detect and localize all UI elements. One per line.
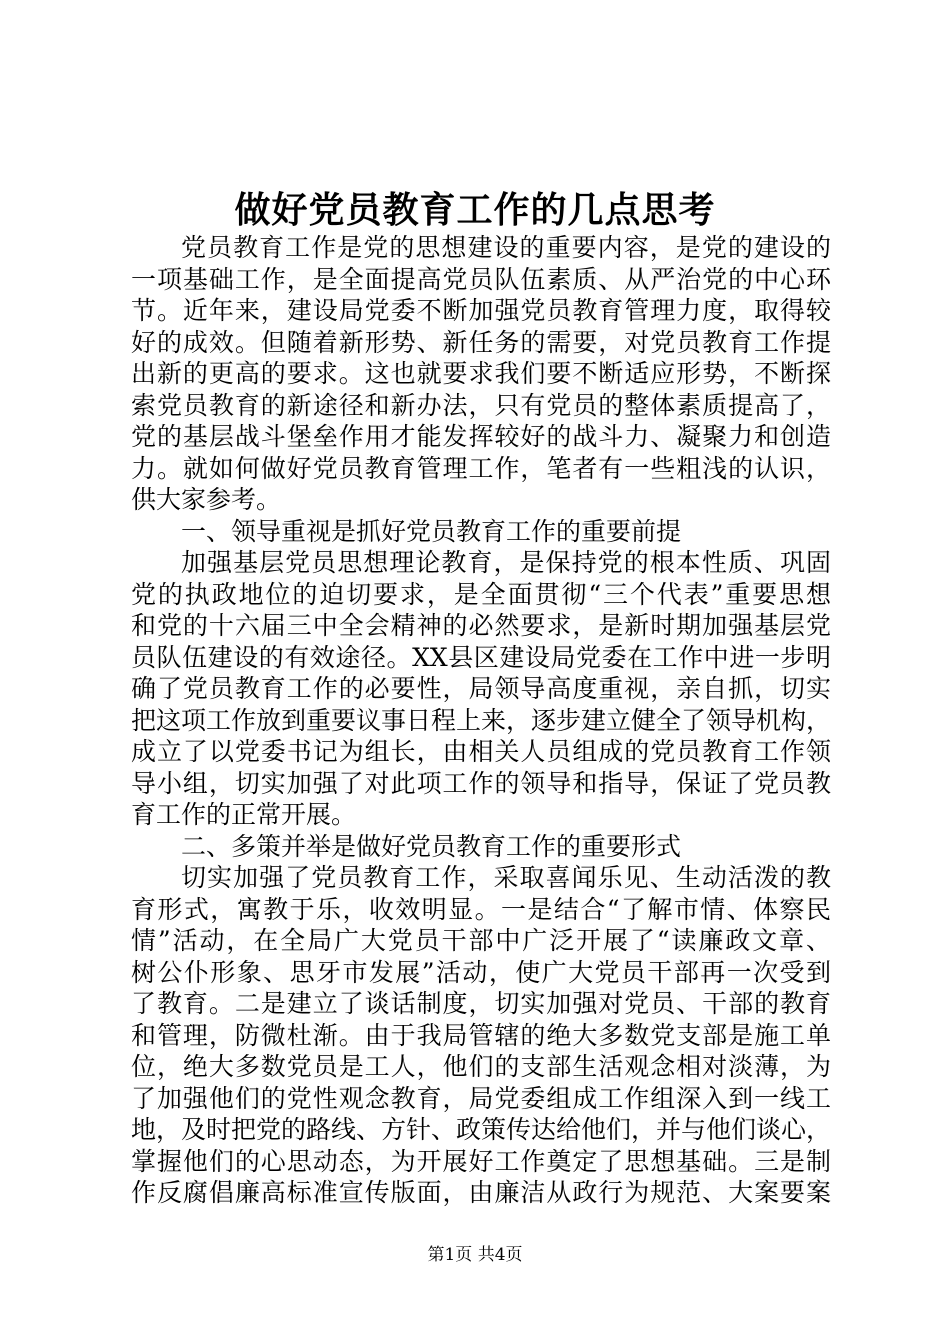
section-heading-1: 一、领导重视是抓好党员教育工作的重要前提 bbox=[181, 516, 682, 546]
text-line: 育形式，寓教于乐，收效明显。一是结合“了解市情、体察民 bbox=[131, 894, 831, 924]
document-body bbox=[131, 232, 831, 1209]
text-line: 作反腐倡廉高标准宣传版面，由廉洁从政行为规范、大案要案 bbox=[131, 1178, 831, 1207]
text-line: 和管理，防微杜渐。由于我局管辖的绝大多数党支部是施工单 bbox=[131, 1020, 831, 1050]
text-line: 党的执政地位的迫切要求，是全面贯彻“三个代表”重要思想 bbox=[131, 579, 831, 609]
text-line: 成立了以党委书记为组长，由相关人员组成的党员教育工作领 bbox=[131, 737, 831, 766]
section-heading-2: 二、多策并举是做好党员教育工作的重要形式 bbox=[181, 831, 682, 861]
text-line: 确了党员教育工作的必要性，局领导高度重视，亲自抓，切实 bbox=[131, 674, 831, 703]
text-line: 导小组，切实加强了对此项工作的领导和指导，保证了党员教 bbox=[131, 768, 831, 798]
text-line: 地，及时把党的路线、方针、政策传达给他们，并与他们谈心， bbox=[131, 1115, 832, 1144]
text-line: 情”活动，在全局广大党员干部中广泛开展了“读廉政文章、 bbox=[131, 926, 831, 955]
text-line: 把这项工作放到重要议事日程上来，逐步建立健全了领导机构， bbox=[131, 705, 832, 735]
text-line: 掌握他们的心思动态，为开展好工作奠定了思想基础。三是制 bbox=[131, 1146, 831, 1176]
text-line: 树公仆形象、思牙市发展”活动，使广大党员干部再一次受到 bbox=[131, 957, 831, 987]
text-line: 索党员教育的新途径和新办法，只有党员的整体素质提高了， bbox=[131, 390, 831, 420]
text-line: 节。近年来，建设局党委不断加强党员教育管理力度，取得较 bbox=[131, 296, 831, 325]
text-line: 一项基础工作，是全面提高党员队伍素质、从严治党的中心环 bbox=[131, 264, 831, 294]
text-line: 员队伍建设的有效途径。XX县区建设局党委在工作中进一步明 bbox=[131, 642, 831, 672]
text-line: 力。就如何做好党员教育管理工作，笔者有一些粗浅的认识， bbox=[131, 453, 831, 483]
text-line: 党的基层战斗堡垒作用才能发挥较好的战斗力、凝聚力和创造 bbox=[131, 422, 831, 451]
page-number: 第1页 共4页 bbox=[427, 1245, 523, 1265]
text-line: 供大家参考。 bbox=[131, 485, 282, 514]
text-line: 党员教育工作是党的思想建设的重要内容，是党的建设的 bbox=[181, 233, 831, 262]
text-line: 好的成效。但随着新形势、新任务的需要，对党员教育工作提 bbox=[131, 327, 831, 357]
text-line: 育工作的正常开展。 bbox=[131, 800, 357, 829]
text-line: 切实加强了党员教育工作，采取喜闻乐见、生动活泼的教 bbox=[181, 863, 831, 892]
document-title: 做好党员教育工作的几点思考 bbox=[234, 189, 716, 231]
text-line: 加强基层党员思想理论教育，是保持党的根本性质、巩固 bbox=[181, 548, 831, 577]
text-line: 了加强他们的党性观念教育，局党委组成工作组深入到一线工 bbox=[131, 1083, 831, 1113]
text-line: 位，绝大多数党员是工人，他们的支部生活观念相对淡薄，为 bbox=[131, 1052, 831, 1081]
text-line: 了教育。二是建立了谈话制度，切实加强对党员、干部的教育 bbox=[131, 989, 831, 1018]
text-line: 和党的十六届三中全会精神的必然要求，是新时期加强基层党 bbox=[131, 611, 831, 640]
text-line: 出新的更高的要求。这也就要求我们要不断适应形势，不断探 bbox=[131, 359, 831, 388]
